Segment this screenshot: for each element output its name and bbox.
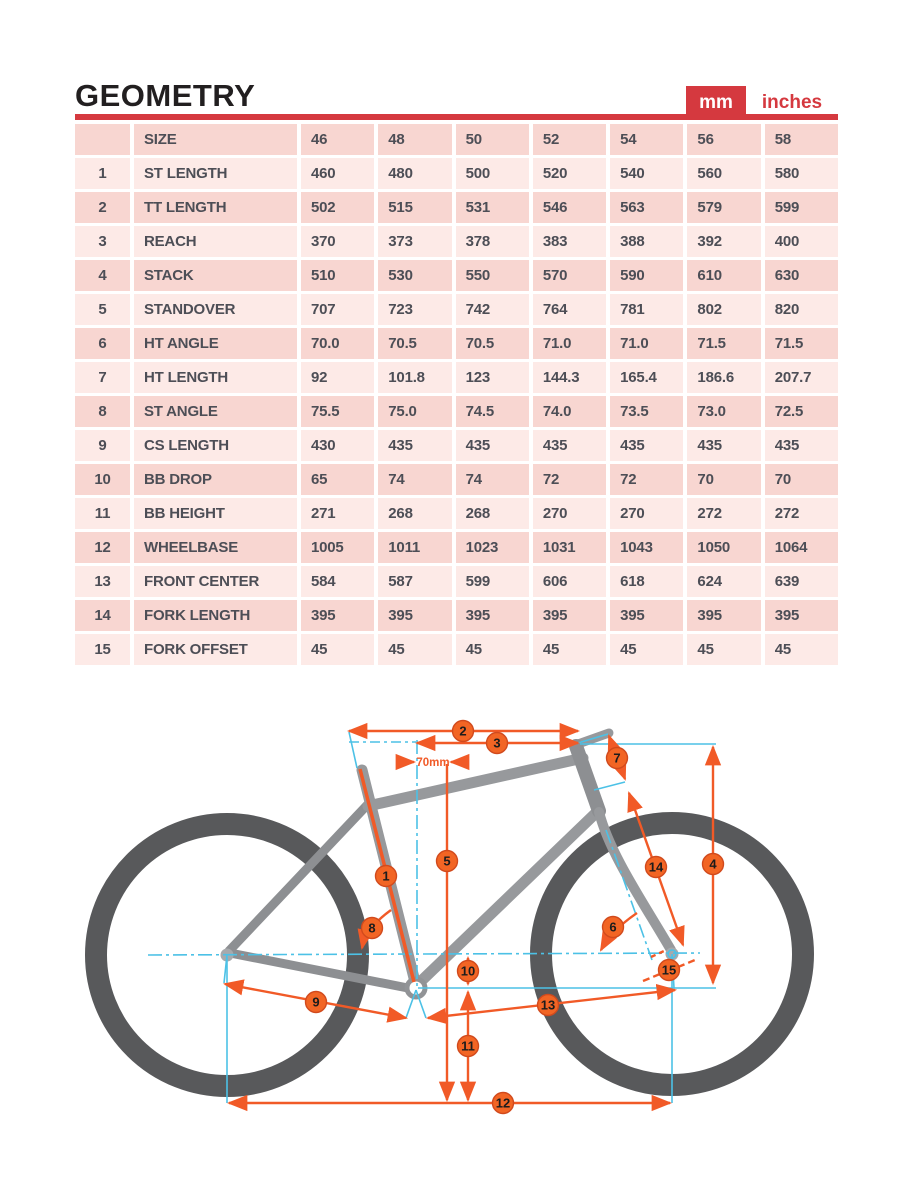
offset-70mm-label: 70mm xyxy=(416,757,450,769)
value-cell: 1011 xyxy=(378,532,451,563)
row-label-cell: STACK xyxy=(134,260,297,291)
value-cell: 272 xyxy=(765,498,838,529)
value-cell: 70.5 xyxy=(456,328,529,359)
value-cell: 430 xyxy=(301,430,374,461)
value-cell: 74.5 xyxy=(456,396,529,427)
dim-fork-offset-dash-3 xyxy=(651,951,664,957)
size-column-header: 54 xyxy=(610,124,683,155)
value-cell: 435 xyxy=(687,430,760,461)
value-cell: 268 xyxy=(378,498,451,529)
size-column-header: 52 xyxy=(533,124,606,155)
value-cell: 400 xyxy=(765,226,838,257)
value-cell: 1050 xyxy=(687,532,760,563)
callout-number-1: 1 xyxy=(382,868,390,884)
geometry-table xyxy=(75,124,838,665)
value-cell: 515 xyxy=(378,192,451,223)
value-cell: 71.0 xyxy=(610,328,683,359)
value-cell: 383 xyxy=(533,226,606,257)
value-cell: 579 xyxy=(687,192,760,223)
value-cell: 480 xyxy=(378,158,451,189)
value-cell: 70.0 xyxy=(301,328,374,359)
value-cell: 207.7 xyxy=(765,362,838,393)
value-cell: 395 xyxy=(765,600,838,631)
size-header-cell: SIZE xyxy=(134,124,297,155)
header-corner-cell xyxy=(75,124,130,155)
value-cell: 630 xyxy=(765,260,838,291)
value-cell: 624 xyxy=(687,566,760,597)
size-column-header: 56 xyxy=(687,124,760,155)
value-cell: 92 xyxy=(301,362,374,393)
value-cell: 73.0 xyxy=(687,396,760,427)
value-cell: 72 xyxy=(533,464,606,495)
value-cell: 395 xyxy=(301,600,374,631)
callout-number-11: 11 xyxy=(461,1038,475,1054)
value-cell: 395 xyxy=(687,600,760,631)
bike-geometry-diagram xyxy=(0,680,900,1160)
value-cell: 580 xyxy=(765,158,838,189)
value-cell: 395 xyxy=(533,600,606,631)
value-cell: 781 xyxy=(610,294,683,325)
value-cell: 271 xyxy=(301,498,374,529)
value-cell: 45 xyxy=(456,634,529,665)
callout-number-15: 15 xyxy=(661,962,677,978)
value-cell: 1031 xyxy=(533,532,606,563)
row-number-cell: 14 xyxy=(75,600,130,631)
value-cell: 65 xyxy=(301,464,374,495)
row-number-cell: 13 xyxy=(75,566,130,597)
row-label-cell: FORK LENGTH xyxy=(134,600,297,631)
value-cell: 75.5 xyxy=(301,396,374,427)
value-cell: 101.8 xyxy=(378,362,451,393)
value-cell: 764 xyxy=(533,294,606,325)
value-cell: 599 xyxy=(456,566,529,597)
value-cell: 510 xyxy=(301,260,374,291)
value-cell: 460 xyxy=(301,158,374,189)
value-cell: 570 xyxy=(533,260,606,291)
callout-number-14: 14 xyxy=(648,859,664,875)
header-divider xyxy=(75,114,838,120)
value-cell: 639 xyxy=(765,566,838,597)
size-column-header: 48 xyxy=(378,124,451,155)
row-label-cell: CS LENGTH xyxy=(134,430,297,461)
value-cell: 392 xyxy=(687,226,760,257)
value-cell: 395 xyxy=(456,600,529,631)
value-cell: 123 xyxy=(456,362,529,393)
row-label-cell: HT LENGTH xyxy=(134,362,297,393)
seat-top-witness xyxy=(349,732,357,768)
row-number-cell: 8 xyxy=(75,396,130,427)
value-cell: 165.4 xyxy=(610,362,683,393)
value-cell: 563 xyxy=(610,192,683,223)
value-cell: 1064 xyxy=(765,532,838,563)
value-cell: 1023 xyxy=(456,532,529,563)
steering-axis-guide xyxy=(606,830,652,960)
value-cell: 590 xyxy=(610,260,683,291)
value-cell: 550 xyxy=(456,260,529,291)
down-tube xyxy=(416,810,599,986)
row-number-cell: 2 xyxy=(75,192,130,223)
value-cell: 370 xyxy=(301,226,374,257)
row-label-cell: BB DROP xyxy=(134,464,297,495)
value-cell: 707 xyxy=(301,294,374,325)
value-cell: 502 xyxy=(301,192,374,223)
row-number-cell: 6 xyxy=(75,328,130,359)
callout-number-3: 3 xyxy=(493,735,501,751)
callout-number-6: 6 xyxy=(609,919,617,935)
row-label-cell: HT ANGLE xyxy=(134,328,297,359)
value-cell: 45 xyxy=(765,634,838,665)
value-cell: 530 xyxy=(378,260,451,291)
value-cell: 73.5 xyxy=(610,396,683,427)
value-cell: 270 xyxy=(610,498,683,529)
size-column-header: 50 xyxy=(456,124,529,155)
value-cell: 70.5 xyxy=(378,328,451,359)
value-cell: 395 xyxy=(378,600,451,631)
callout-number-9: 9 xyxy=(312,994,320,1010)
value-cell: 272 xyxy=(687,498,760,529)
value-cell: 70 xyxy=(687,464,760,495)
row-number-cell: 12 xyxy=(75,532,130,563)
value-cell: 74.0 xyxy=(533,396,606,427)
value-cell: 395 xyxy=(610,600,683,631)
unit-toggle-mm[interactable]: mm xyxy=(686,86,746,120)
row-label-cell: STANDOVER xyxy=(134,294,297,325)
value-cell: 599 xyxy=(765,192,838,223)
value-cell: 610 xyxy=(687,260,760,291)
value-cell: 520 xyxy=(533,158,606,189)
value-cell: 144.3 xyxy=(533,362,606,393)
callout-number-7: 7 xyxy=(613,750,621,766)
value-cell: 618 xyxy=(610,566,683,597)
value-cell: 435 xyxy=(456,430,529,461)
page-title: GEOMETRY xyxy=(75,78,256,113)
value-cell: 500 xyxy=(456,158,529,189)
row-label-cell: ST LENGTH xyxy=(134,158,297,189)
row-label-cell: FRONT CENTER xyxy=(134,566,297,597)
value-cell: 540 xyxy=(610,158,683,189)
callout-number-8: 8 xyxy=(368,920,376,936)
chain-stay xyxy=(230,953,418,990)
value-cell: 435 xyxy=(765,430,838,461)
row-label-cell: ST ANGLE xyxy=(134,396,297,427)
value-cell: 45 xyxy=(378,634,451,665)
top-tube xyxy=(368,758,583,806)
value-cell: 74 xyxy=(378,464,451,495)
dim-fork-offset-dash-2 xyxy=(678,960,695,967)
value-cell: 71.0 xyxy=(533,328,606,359)
value-cell: 270 xyxy=(533,498,606,529)
row-number-cell: 4 xyxy=(75,260,130,291)
callout-number-4: 4 xyxy=(709,856,717,872)
value-cell: 378 xyxy=(456,226,529,257)
row-label-cell: FORK OFFSET xyxy=(134,634,297,665)
value-cell: 71.5 xyxy=(765,328,838,359)
row-number-cell: 3 xyxy=(75,226,130,257)
row-number-cell: 1 xyxy=(75,158,130,189)
row-number-cell: 10 xyxy=(75,464,130,495)
value-cell: 546 xyxy=(533,192,606,223)
value-cell: 186.6 xyxy=(687,362,760,393)
value-cell: 373 xyxy=(378,226,451,257)
row-number-cell: 9 xyxy=(75,430,130,461)
value-cell: 70 xyxy=(765,464,838,495)
value-cell: 268 xyxy=(456,498,529,529)
value-cell: 606 xyxy=(533,566,606,597)
callout-number-12: 12 xyxy=(495,1095,511,1111)
value-cell: 435 xyxy=(378,430,451,461)
value-cell: 45 xyxy=(687,634,760,665)
value-cell: 1043 xyxy=(610,532,683,563)
value-cell: 587 xyxy=(378,566,451,597)
value-cell: 75.0 xyxy=(378,396,451,427)
callout-number-5: 5 xyxy=(443,853,451,869)
value-cell: 388 xyxy=(610,226,683,257)
row-label-cell: BB HEIGHT xyxy=(134,498,297,529)
callout-number-13: 13 xyxy=(540,997,556,1013)
callout-number-10: 10 xyxy=(460,963,476,979)
row-number-cell: 11 xyxy=(75,498,130,529)
row-number-cell: 5 xyxy=(75,294,130,325)
value-cell: 71.5 xyxy=(687,328,760,359)
row-label-cell: REACH xyxy=(134,226,297,257)
value-cell: 45 xyxy=(301,634,374,665)
value-cell: 802 xyxy=(687,294,760,325)
value-cell: 74 xyxy=(456,464,529,495)
value-cell: 435 xyxy=(610,430,683,461)
value-cell: 584 xyxy=(301,566,374,597)
value-cell: 45 xyxy=(533,634,606,665)
value-cell: 560 xyxy=(687,158,760,189)
value-cell: 1005 xyxy=(301,532,374,563)
value-cell: 72.5 xyxy=(765,396,838,427)
value-cell: 820 xyxy=(765,294,838,325)
row-label-cell: WHEELBASE xyxy=(134,532,297,563)
callout-number-2: 2 xyxy=(459,723,467,739)
ht-bottom-witness xyxy=(594,782,625,790)
value-cell: 72 xyxy=(610,464,683,495)
dim-fork-offset-dash-1 xyxy=(643,974,660,981)
row-number-cell: 7 xyxy=(75,362,130,393)
value-cell: 45 xyxy=(610,634,683,665)
value-cell: 531 xyxy=(456,192,529,223)
value-cell: 723 xyxy=(378,294,451,325)
unit-toggle-inches[interactable]: inches xyxy=(761,92,823,113)
size-column-header: 46 xyxy=(301,124,374,155)
row-number-cell: 15 xyxy=(75,634,130,665)
size-column-header: 58 xyxy=(765,124,838,155)
value-cell: 742 xyxy=(456,294,529,325)
row-label-cell: TT LENGTH xyxy=(134,192,297,223)
value-cell: 435 xyxy=(533,430,606,461)
